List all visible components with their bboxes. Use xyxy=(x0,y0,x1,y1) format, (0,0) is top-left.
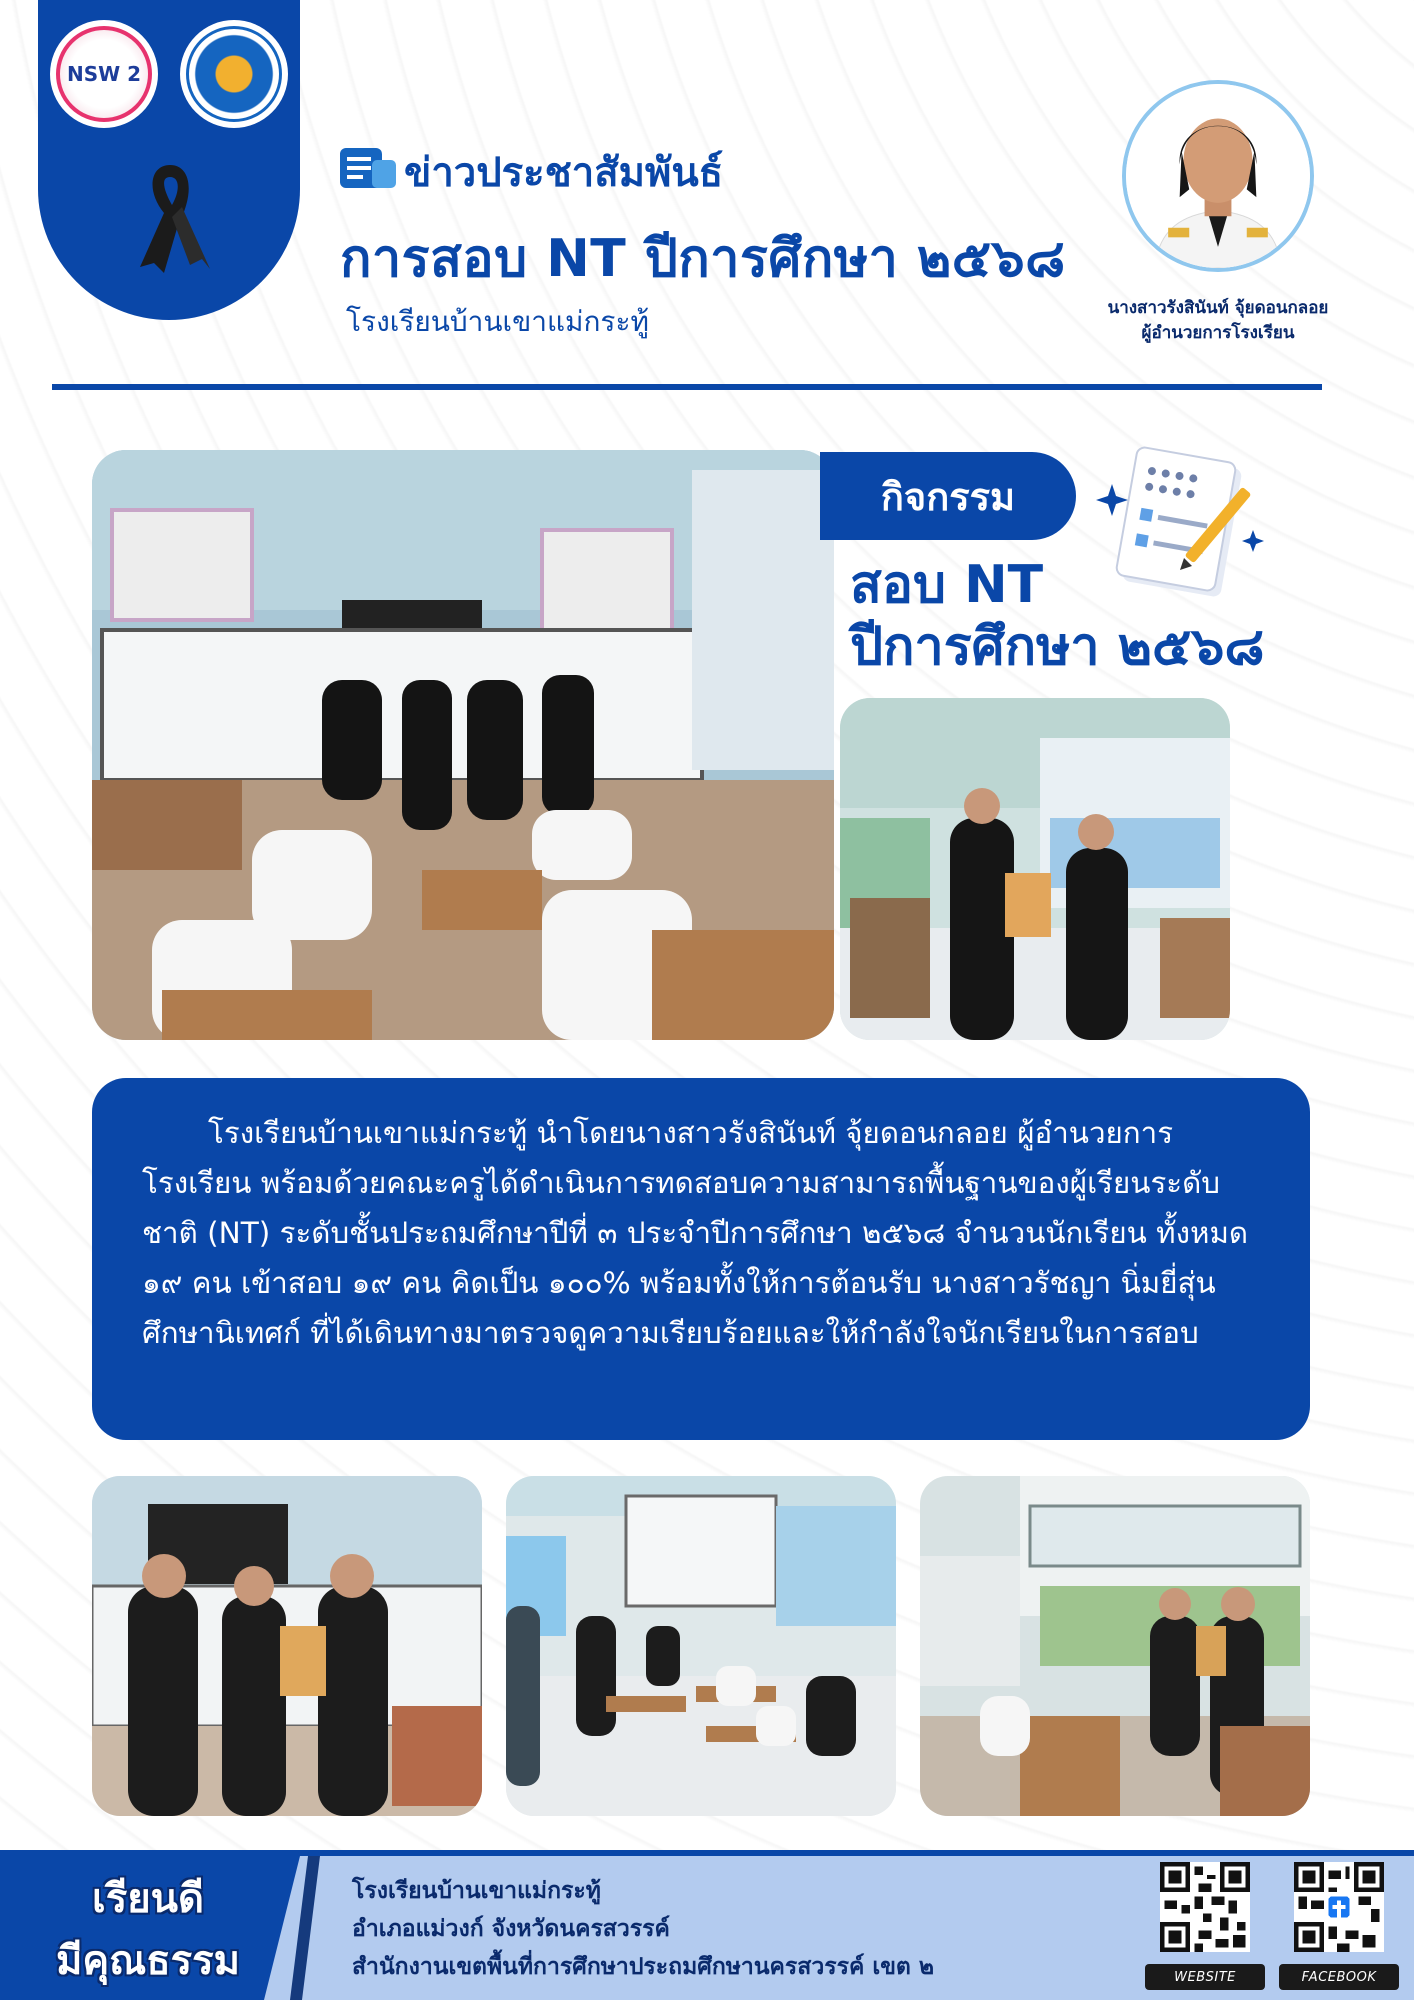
director-portrait xyxy=(1122,80,1314,272)
website-label: WEBSITE xyxy=(1145,1964,1265,1990)
photo-document-handover xyxy=(840,698,1230,1040)
photo-certificate-presentation xyxy=(92,1476,482,1816)
activity-title-line2: ปีการศึกษา ๒๕๖๘ xyxy=(850,617,1265,677)
description-box xyxy=(92,1078,1310,1440)
school-name: โรงเรียนบ้านเขาแม่กระทู้ xyxy=(346,305,649,338)
motto-line1: เรียนดี xyxy=(92,1875,204,1922)
activity-title xyxy=(850,554,1264,678)
footer-office: สำนักงานเขตพื้นที่การศึกษาประถมศึกษานครสวรรค์ เขต ๒ xyxy=(352,1954,935,1980)
director-caption xyxy=(1080,296,1356,346)
photo-classroom-exam xyxy=(92,450,834,1040)
director-name: นางสาวรังสินันท์ จุ้ยดอนกลอย xyxy=(1107,298,1329,318)
activity-title-line1: สอบ NT xyxy=(850,555,1044,615)
footer-school-name: โรงเรียนบ้านเขาแม่กระทู้ xyxy=(352,1878,601,1904)
photo-exam-room-wide xyxy=(506,1476,896,1816)
news-label: ข่าวประชาสัมพันธ์ xyxy=(404,150,724,196)
facebook-label: FACEBOOK xyxy=(1279,1964,1399,1990)
description-text: โรงเรียนบ้านเขาแม่กระทู้ นำโดยนางสาวรังสินันท์ จุ้ยดอนกลอย ผู้อำนวยการโรงเรียน พร้อมด้วยคณะครูได้ดำเนินการทดสอบความสามารถพื้นฐานของผู้เรียนระดับชาติ (NT) ระดับชั้นประถมศึกษาปีที่ ๓ ประจำปีการศึกษา ๒๕๖๘ จำนวนนักเรียน ทั้งหมด ๑๙ คน เข้าสอบ ๑๙ คน คิดเป็น ๑๐๐% พร้อมทั้งให้การต้อนรับ นางสาวรัชญา นิ่มยี่สุ่น ศึกษานิเทศก์ ที่ได้เดินทางมาตรวจดูความเรียบร้อยและให้กำลังใจนักเรียนในการสอบ xyxy=(142,1116,1249,1350)
obec-emblem-icon xyxy=(186,26,282,122)
website-qr-code[interactable] xyxy=(1160,1862,1250,1952)
newspaper-icon xyxy=(340,148,396,188)
photo-envelope-handover xyxy=(920,1476,1310,1816)
obec-logo xyxy=(180,20,288,128)
footer-address xyxy=(352,1872,934,1986)
activity-label: กิจกรรม xyxy=(820,452,1076,540)
motto-line2: มีคุณธรรม xyxy=(56,1937,240,1984)
header-divider xyxy=(52,384,1322,390)
nsw2-logo-text: NSW 2 xyxy=(56,26,152,122)
nsw2-logo xyxy=(50,20,158,128)
school-motto xyxy=(18,1868,278,1992)
facebook-qr-code[interactable] xyxy=(1294,1862,1384,1952)
page-title: การสอบ NT ปีการศึกษา ๒๕๖๘ xyxy=(340,229,1066,289)
footer-district: อำเภอแม่วงก์ จังหวัดนครสวรรค์ xyxy=(352,1916,670,1942)
director-position: ผู้อำนวยการโรงเรียน xyxy=(1141,323,1295,343)
mourning-ribbon-icon xyxy=(120,155,220,275)
